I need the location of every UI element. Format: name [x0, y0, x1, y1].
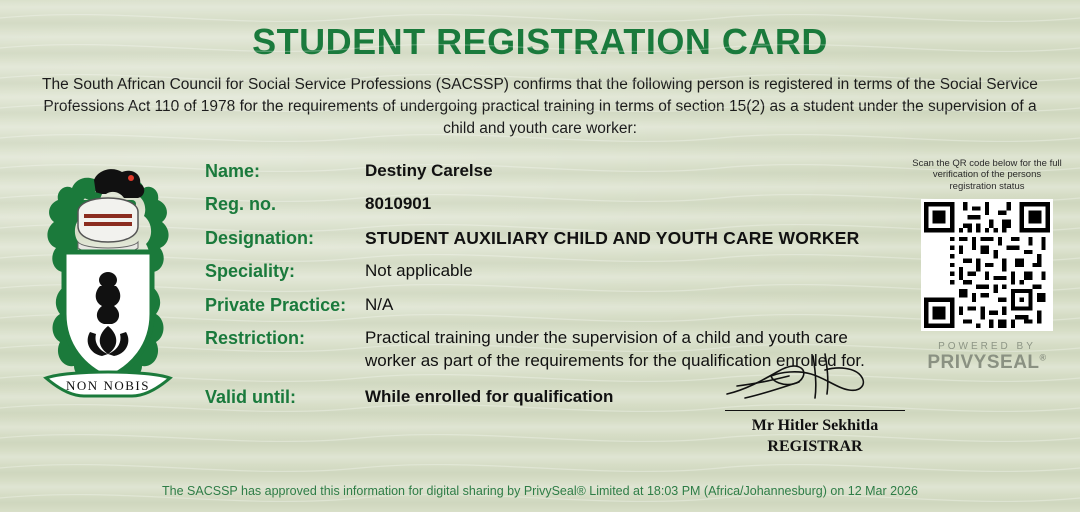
privyseal-brand: [912, 341, 1062, 374]
field-value: Not applicable: [365, 261, 473, 281]
registrar-signature: [715, 350, 915, 410]
field-row-private-practice: [205, 294, 945, 317]
field-label: Speciality:: [205, 261, 296, 282]
field-value: STUDENT AUXILIARY CHILD AND YOUTH CARE WORKER: [365, 227, 860, 248]
sacssp-coat-of-arms: [28, 164, 188, 414]
qr-verification-block: [912, 158, 1062, 375]
signature-block: [700, 350, 930, 456]
field-value: While enrolled for qualification: [365, 387, 614, 407]
field-value: 8010901: [365, 194, 432, 214]
field-label: Reg. no.: [205, 194, 276, 215]
field-row-name: [205, 160, 945, 183]
field-label: Private Practice:: [205, 294, 347, 315]
page-title: STUDENT REGISTRATION CARD: [252, 21, 828, 62]
field-label: Valid until:: [205, 387, 297, 408]
approval-footer: The SACSSP has approved this information for digital sharing by PrivySeal® Limited at 18:03 PM (Africa/Johannesburg) on 12 Mar 2026: [162, 484, 918, 498]
privyseal-wordmark: PRIVYSEAL: [927, 352, 1040, 374]
registered-mark: ®: [1039, 352, 1047, 363]
field-row-designation: [205, 227, 945, 250]
qr-code[interactable]: [921, 199, 1053, 331]
field-value: N/A: [365, 294, 394, 314]
field-value: Practical training under the supervision of a child and youth care worker as part of the requirements for the qualification enrolled for.: [365, 328, 865, 370]
crest-motto: NON NOBIS: [66, 377, 150, 393]
signature-line: [725, 410, 905, 411]
qr-instruction-text: Scan the QR code below for the full verification of the persons registration status: [912, 157, 1062, 193]
registrar-name: Mr Hitler Sekhitla: [751, 416, 879, 434]
field-row-reg-no: [205, 193, 945, 216]
registrar-title: REGISTRAR: [767, 437, 863, 455]
card-body: [0, 154, 1080, 454]
intro-paragraph: The South African Council for Social Service Professions (SACSSP) confirms that the following person is registered in terms of the Social Service Professions Act 110 of 1978 for the requirements of undergoing practical training in terms of section 15(2) as a student under the supervision of a child and youth care worker:: [42, 75, 1038, 137]
powered-by-label: POWERED BY: [938, 341, 1036, 353]
field-label: Designation:: [205, 227, 315, 248]
field-label: Name:: [205, 160, 261, 181]
field-value: Destiny Carelse: [365, 160, 493, 180]
privyseal-name: [912, 352, 1062, 374]
field-row-speciality: [205, 260, 945, 283]
field-label: Restriction:: [205, 328, 306, 349]
